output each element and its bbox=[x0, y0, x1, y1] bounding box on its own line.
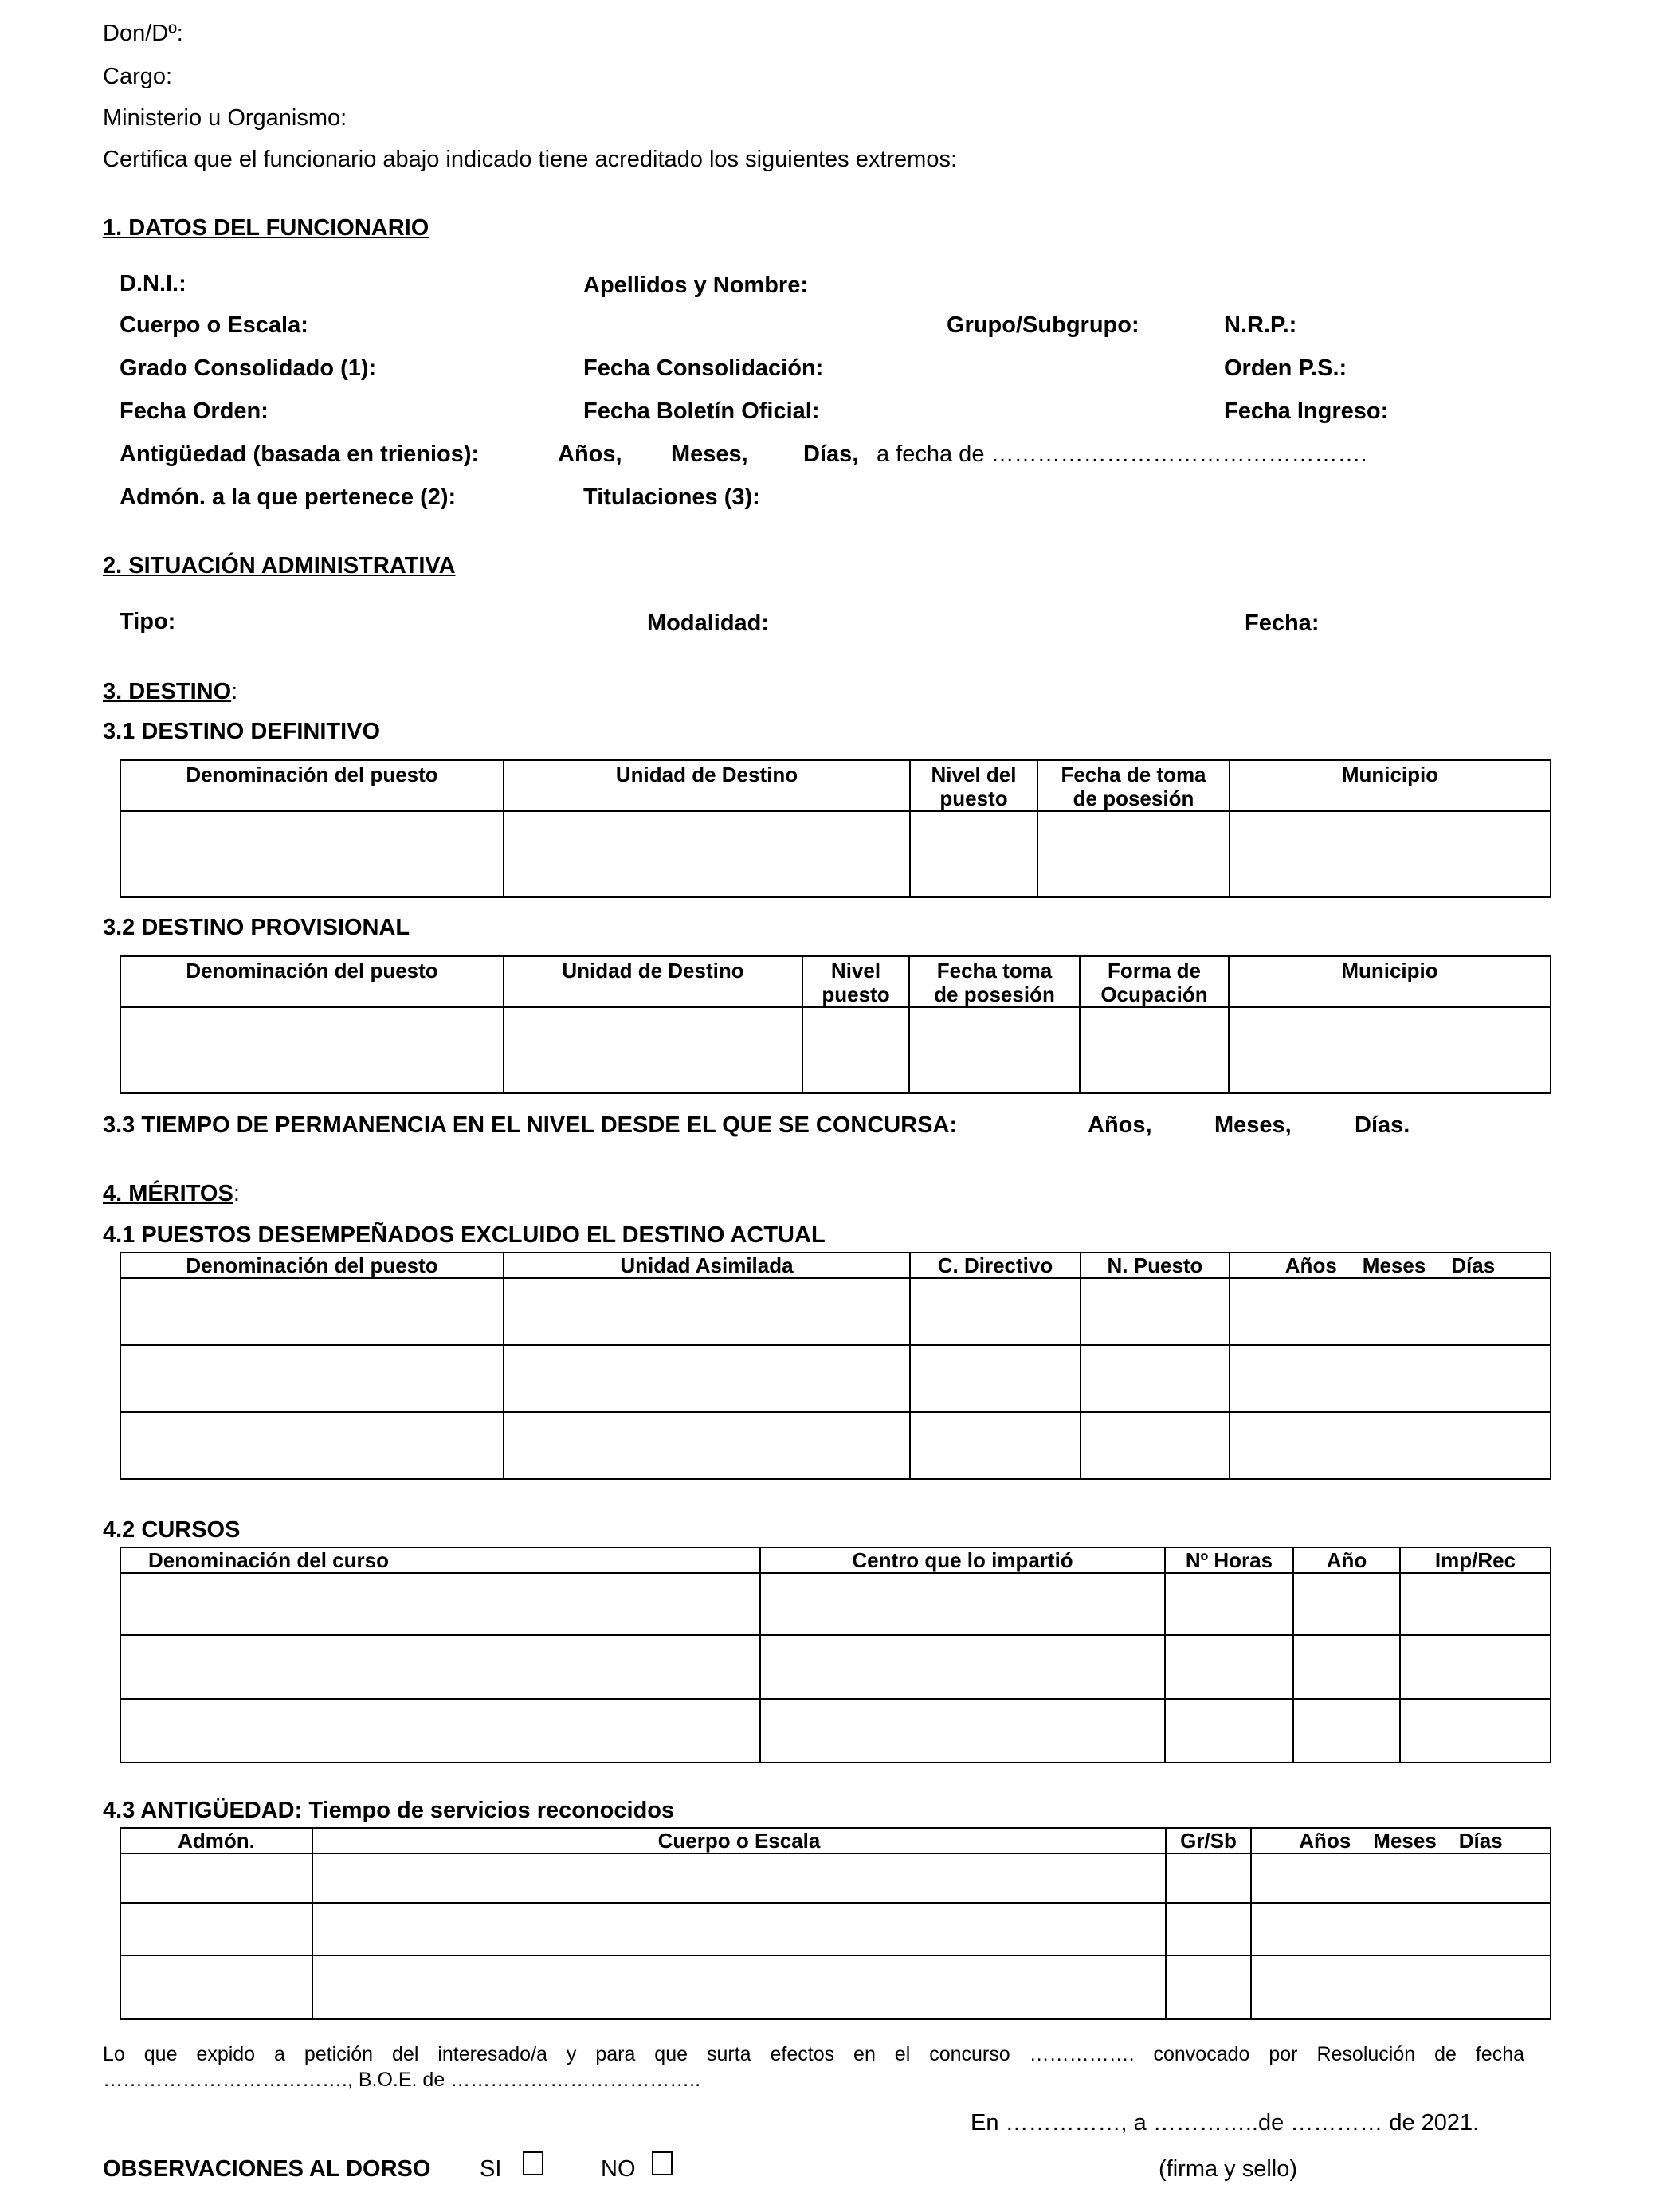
col-cuerpo-escala: Cuerpo o Escala bbox=[312, 1828, 1166, 1853]
col-admon: Admón. bbox=[120, 1828, 312, 1853]
table-cell[interactable] bbox=[909, 1007, 1080, 1093]
table-row bbox=[120, 1412, 1551, 1479]
a-fecha-de: a fecha de …………………………………………. bbox=[877, 441, 1367, 467]
table-cell[interactable] bbox=[120, 1955, 312, 2019]
permanencia-meses: Meses, bbox=[1214, 1112, 1292, 1138]
section4-title-text: 4. MÉRITOS bbox=[103, 1181, 233, 1206]
col-ano: Año bbox=[1293, 1547, 1400, 1573]
table-cell[interactable] bbox=[504, 1345, 910, 1412]
table-row bbox=[120, 1635, 1551, 1699]
col-gr-sb: Gr/Sb bbox=[1166, 1828, 1251, 1853]
table-cell[interactable] bbox=[910, 1345, 1081, 1412]
section3-title-text: 3. DESTINO bbox=[103, 679, 232, 704]
table-cell[interactable] bbox=[1293, 1573, 1400, 1635]
dni-label: D.N.I.: bbox=[120, 271, 186, 296]
table-cell[interactable] bbox=[1037, 811, 1230, 897]
orden-ps-label: Orden P.S.: bbox=[1224, 355, 1347, 381]
col-municipio: Municipio bbox=[1230, 760, 1551, 811]
antiguedad-servicios-rest: Tiempo de servicios reconocidos bbox=[302, 1798, 675, 1823]
modalidad-label: Modalidad: bbox=[647, 610, 770, 636]
table-row bbox=[120, 1573, 1551, 1635]
table-cell[interactable] bbox=[504, 1007, 802, 1093]
fecha-orden-label: Fecha Orden: bbox=[120, 398, 269, 424]
table-cell[interactable] bbox=[1081, 1345, 1230, 1412]
table-cell[interactable] bbox=[120, 1278, 504, 1345]
antiguedad-servicios-bold: 4.3 ANTIGÜEDAD: bbox=[103, 1798, 303, 1823]
table-cell[interactable] bbox=[120, 811, 504, 897]
col-fecha-toma-line2: de posesión bbox=[934, 982, 1055, 1006]
table-cell[interactable] bbox=[504, 1412, 910, 1479]
table-cell[interactable] bbox=[1080, 1007, 1229, 1093]
table-cell[interactable] bbox=[1400, 1635, 1551, 1699]
col-n-puesto: N. Puesto bbox=[1081, 1253, 1230, 1278]
destino-provisional-table bbox=[120, 955, 1551, 1094]
table-header-row bbox=[120, 1828, 1551, 1853]
table-cell[interactable] bbox=[1251, 1955, 1551, 2019]
table-cell[interactable] bbox=[504, 811, 910, 897]
fecha-situacion-label: Fecha: bbox=[1245, 610, 1320, 636]
table-header-row bbox=[120, 1547, 1551, 1573]
col-nivel-line2: puesto bbox=[939, 786, 1008, 810]
table-cell[interactable] bbox=[1293, 1699, 1400, 1763]
cargo-label: Cargo: bbox=[103, 64, 173, 89]
puestos-title: 4.1 PUESTOS DESEMPEÑADOS EXCLUIDO EL DESTINO ACTUAL bbox=[103, 1222, 826, 1248]
fecha-ingreso-label: Fecha Ingreso: bbox=[1224, 398, 1389, 424]
table-cell[interactable] bbox=[1400, 1699, 1551, 1763]
table-cell[interactable] bbox=[1165, 1635, 1293, 1699]
section1-title: 1. DATOS DEL FUNCIONARIO bbox=[103, 215, 429, 241]
table-header-row bbox=[120, 956, 1551, 1007]
permanencia-title: 3.3 TIEMPO DE PERMANENCIA EN EL NIVEL DESDE EL QUE SE CONCURSA: bbox=[103, 1112, 958, 1138]
antiguedad-anos: Años, bbox=[558, 441, 622, 467]
table-cell[interactable] bbox=[1166, 1903, 1251, 1955]
col-unidad-destino: Unidad de Destino bbox=[504, 956, 802, 1007]
table-cell[interactable] bbox=[1081, 1412, 1230, 1479]
si-checkbox[interactable] bbox=[523, 2151, 543, 2175]
antiguedad-table bbox=[120, 1827, 1551, 2020]
section2-title: 2. SITUACIÓN ADMINISTRATIVA bbox=[103, 553, 456, 578]
table-cell[interactable] bbox=[910, 1412, 1081, 1479]
table-cell[interactable] bbox=[1251, 1903, 1551, 1955]
col-nivel bbox=[802, 956, 909, 1007]
nrp-label: N.R.P.: bbox=[1224, 312, 1297, 338]
antiguedad-dias: Días, bbox=[803, 441, 859, 467]
col-anos-meses-dias bbox=[1230, 1253, 1551, 1278]
col-anos: Años bbox=[1299, 1829, 1351, 1853]
table-row bbox=[120, 1699, 1551, 1763]
cursos-title: 4.2 CURSOS bbox=[103, 1517, 241, 1543]
col-anos-meses-dias bbox=[1251, 1828, 1551, 1853]
table-cell[interactable] bbox=[1229, 1007, 1551, 1093]
fecha-consolidacion-label: Fecha Consolidación: bbox=[583, 355, 824, 381]
table-cell[interactable] bbox=[1166, 1853, 1251, 1903]
expido-line2: ………………………………., B.O.E. de ……………………………….. bbox=[103, 2069, 701, 2091]
col-nivel bbox=[910, 760, 1037, 811]
table-row bbox=[120, 1278, 1551, 1345]
col-imp-rec: Imp/Rec bbox=[1400, 1547, 1551, 1573]
grado-label: Grado Consolidado (1): bbox=[120, 355, 377, 381]
table-cell[interactable] bbox=[312, 1853, 1166, 1903]
expido-line1: Lo que expido a petición del interesado/a y para que surta efectos en el concurso ……………. convocado por Resolución de fecha bbox=[103, 2043, 1524, 2065]
col-centro: Centro que lo impartió bbox=[760, 1547, 1165, 1573]
col-denominacion-curso: Denominación del curso bbox=[120, 1547, 760, 1573]
table-cell[interactable] bbox=[802, 1007, 909, 1093]
table-cell[interactable] bbox=[760, 1573, 1165, 1635]
tipo-label: Tipo: bbox=[120, 609, 176, 634]
table-cell[interactable] bbox=[312, 1903, 1166, 1955]
table-cell[interactable] bbox=[1230, 1412, 1551, 1479]
table-header-row bbox=[120, 1253, 1551, 1278]
table-cell[interactable] bbox=[1230, 811, 1551, 897]
col-forma-line1: Forma de bbox=[1107, 959, 1202, 982]
table-cell[interactable] bbox=[1081, 1278, 1230, 1345]
col-nivel-line2: puesto bbox=[822, 982, 890, 1006]
no-label: NO bbox=[601, 2156, 636, 2182]
table-cell[interactable] bbox=[312, 1955, 1166, 2019]
table-cell[interactable] bbox=[120, 1903, 312, 1955]
permanencia-dias: Días. bbox=[1355, 1112, 1410, 1138]
destino-definitivo-table bbox=[120, 759, 1551, 898]
destino-definitivo-title: 3.1 DESTINO DEFINITIVO bbox=[103, 719, 381, 744]
cuerpo-label: Cuerpo o Escala: bbox=[120, 312, 308, 338]
table-cell[interactable] bbox=[120, 1007, 504, 1093]
lugar-fecha: En ……………, a …………..de ………… de 2021. bbox=[971, 2110, 1480, 2136]
col-dias: Días bbox=[1458, 1829, 1503, 1853]
col-denominacion: Denominación del puesto bbox=[120, 956, 504, 1007]
section3-colon: : bbox=[231, 679, 238, 704]
table-cell[interactable] bbox=[120, 1573, 760, 1635]
puestos-table bbox=[120, 1252, 1551, 1480]
col-horas: Nº Horas bbox=[1165, 1547, 1293, 1573]
antiguedad-label: Antigüedad (basada en trienios): bbox=[120, 441, 480, 467]
col-municipio: Municipio bbox=[1229, 956, 1551, 1007]
table-header-row bbox=[120, 760, 1551, 811]
table-cell[interactable] bbox=[120, 1699, 760, 1763]
apellidos-label: Apellidos y Nombre: bbox=[583, 273, 808, 298]
section3-title bbox=[103, 679, 237, 705]
table-row bbox=[120, 1007, 1551, 1093]
section4-title bbox=[103, 1181, 240, 1207]
col-forma-line2: Ocupación bbox=[1100, 982, 1208, 1006]
col-forma-ocupacion bbox=[1080, 956, 1229, 1007]
section4-colon: : bbox=[233, 1181, 240, 1206]
table-row bbox=[120, 1955, 1551, 2019]
col-c-directivo: C. Directivo bbox=[910, 1253, 1081, 1278]
admon-label: Admón. a la que pertenece (2): bbox=[120, 484, 457, 510]
col-fecha-toma bbox=[1037, 760, 1230, 811]
col-nivel-line1: Nivel bbox=[830, 959, 881, 982]
table-cell[interactable] bbox=[120, 1635, 760, 1699]
col-unidad-destino: Unidad de Destino bbox=[504, 760, 910, 811]
col-nivel-line1: Nivel del bbox=[931, 763, 1017, 786]
table-cell[interactable] bbox=[910, 1278, 1081, 1345]
antiguedad-meses: Meses, bbox=[671, 441, 748, 467]
col-meses: Meses bbox=[1373, 1829, 1437, 1853]
destino-provisional-title: 3.2 DESTINO PROVISIONAL bbox=[103, 915, 410, 940]
table-row bbox=[120, 1345, 1551, 1412]
cursos-table bbox=[120, 1547, 1551, 1763]
col-dias: Días bbox=[1451, 1253, 1496, 1277]
col-meses: Meses bbox=[1362, 1253, 1426, 1277]
col-unidad-asimilada: Unidad Asimilada bbox=[504, 1253, 910, 1278]
col-fecha-toma-line1: Fecha de toma bbox=[1061, 763, 1206, 786]
col-anos: Años bbox=[1284, 1253, 1337, 1277]
col-fecha-toma-line2: de posesión bbox=[1073, 786, 1194, 810]
table-cell[interactable] bbox=[1230, 1278, 1551, 1345]
table-cell[interactable] bbox=[910, 811, 1037, 897]
table-cell[interactable] bbox=[1251, 1853, 1551, 1903]
certifica-text: Certifica que el funcionario abajo indicado tiene acreditado los siguientes extremos: bbox=[103, 147, 958, 172]
ministerio-label: Ministerio u Organismo: bbox=[103, 105, 347, 131]
si-label: SI bbox=[480, 2156, 502, 2182]
col-fecha-toma bbox=[909, 956, 1080, 1007]
table-cell[interactable] bbox=[120, 1345, 504, 1412]
table-cell[interactable] bbox=[504, 1278, 910, 1345]
table-cell[interactable] bbox=[1165, 1573, 1293, 1635]
grupo-label: Grupo/Subgrupo: bbox=[947, 312, 1139, 338]
table-row bbox=[120, 811, 1551, 897]
table-cell[interactable] bbox=[760, 1635, 1165, 1699]
table-cell[interactable] bbox=[1166, 1955, 1251, 2019]
table-row bbox=[120, 1903, 1551, 1955]
col-denominacion: Denominación del puesto bbox=[120, 760, 504, 811]
table-cell[interactable] bbox=[1400, 1573, 1551, 1635]
no-checkbox[interactable] bbox=[652, 2151, 673, 2175]
titulaciones-label: Titulaciones (3): bbox=[583, 484, 760, 510]
table-cell[interactable] bbox=[1230, 1345, 1551, 1412]
col-fecha-toma-line1: Fecha toma bbox=[936, 959, 1053, 982]
table-cell[interactable] bbox=[760, 1699, 1165, 1763]
table-cell[interactable] bbox=[120, 1412, 504, 1479]
firma-label: (firma y sello) bbox=[1159, 2156, 1298, 2182]
table-row bbox=[120, 1853, 1551, 1903]
table-cell[interactable] bbox=[120, 1853, 312, 1903]
don-label: Don/Dº: bbox=[103, 21, 183, 46]
permanencia-anos: Años, bbox=[1088, 1112, 1152, 1138]
observaciones-label: OBSERVACIONES AL DORSO bbox=[103, 2156, 431, 2182]
table-cell[interactable] bbox=[1165, 1699, 1293, 1763]
table-cell[interactable] bbox=[1293, 1635, 1400, 1699]
col-denominacion: Denominación del puesto bbox=[120, 1253, 504, 1278]
fecha-boletin-label: Fecha Boletín Oficial: bbox=[583, 398, 820, 424]
antiguedad-servicios-title bbox=[103, 1798, 674, 1824]
